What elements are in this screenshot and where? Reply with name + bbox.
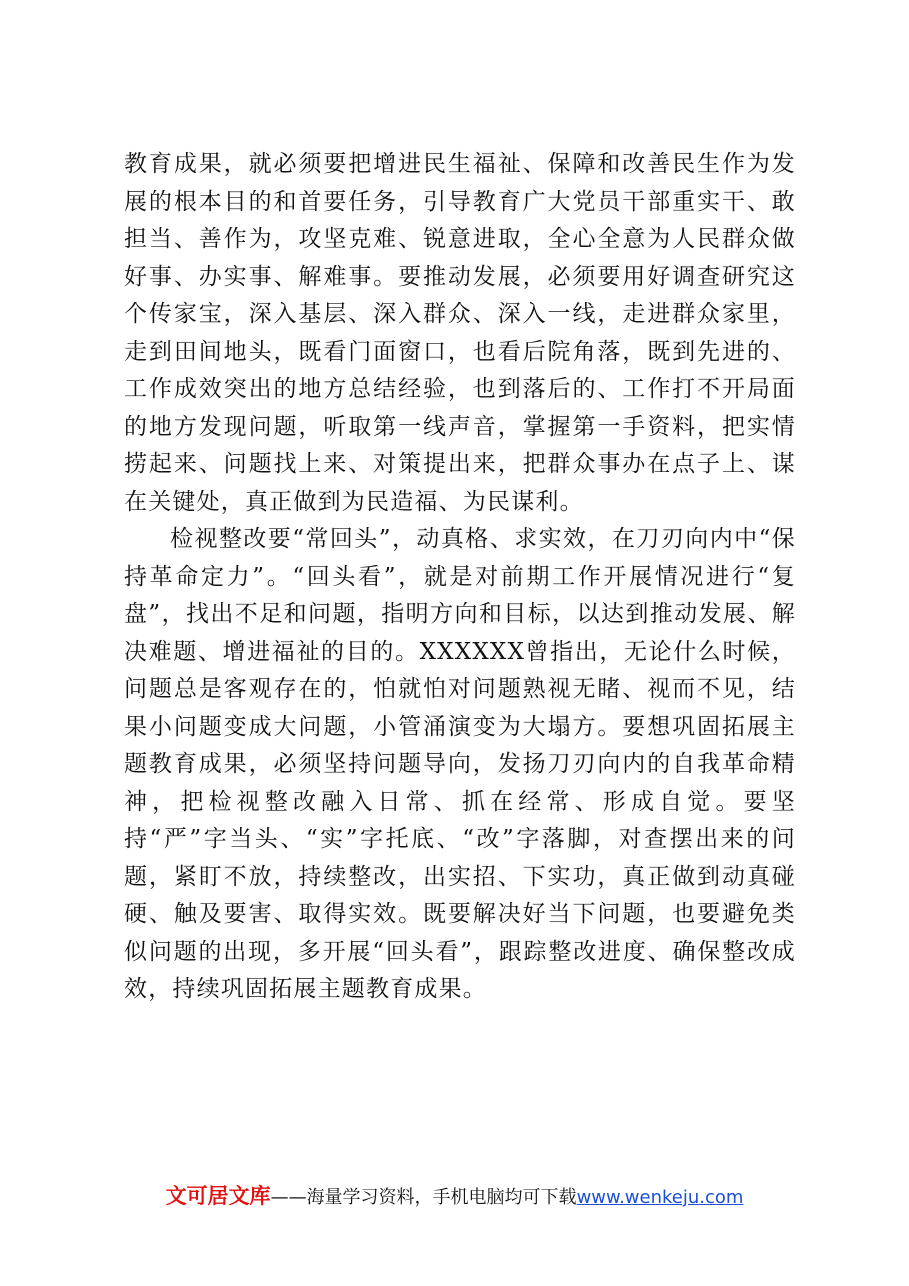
document-body [124,146,796,1009]
footer-website-link[interactable]: www.wenkeju.com [576,1187,744,1208]
paragraph-1: 教育成果，就必须要把增进民生福祉、保障和改善民生作为发展的根本目的和首要任务，引导教育广大党员干部重实干、敢担当、善作为，攻坚克难、锐意进取，全心全意为人民群众做好事、办实事、解难事。要推动发展，必须要用好调查研究这个传家宝，深入基层、深入群众、深入一线，走进群众家里，走到田间地头，既看门面窗口，也看后院角落，既到先进的、工作成效突出的地方总结经验，也到落后的、工作打不开局面的地方发现问题，听取第一线声音，掌握第一手资料，把实情捞起来、问题找上来、对策提出来，把群众事办在点子上、谋在关键处，真正做到为民造福、为民谋利。 [124,151,796,515]
footer-brand-name: 文可居文库 [165,1184,271,1208]
footer-tagline: ——海量学习资料，手机电脑均可下载 [270,1187,577,1208]
paragraph-2: 检视整改要“常回头”，动真格、求实效，在刀刃向内中“保持革命定力”。“回头看”，就是对前期工作开展情况进行“复盘”，找出不足和问题，指明方向和目标，以达到推动发展、解决难题、增进福祉的目的。XXXXXX曾指出，无论什么时候，问题总是客观存在的，怕就怕对问题熟视无睹、视而不见，结果小问题变成大问题，小管涌演变为大塌方。要想巩固拓展主题教育成果，必须坚持问题导向，发扬刀刃向内的自我革命精神，把检视整改融入日常、抓在经常、形成自觉。要坚持“严”字当头、“实”字托底、“改”字落脚，对查摆出来的问题，紧盯不放，持续整改，出实招、下实功，真正做到动真碰硬、触及要害、取得实效。既要解决好当下问题，也要避免类似问题的出现，多开展“回头看”，跟踪整改进度、确保整改成效，持续巩固拓展主题教育成果。 [124,526,796,1002]
footer-banner [0,1180,909,1210]
